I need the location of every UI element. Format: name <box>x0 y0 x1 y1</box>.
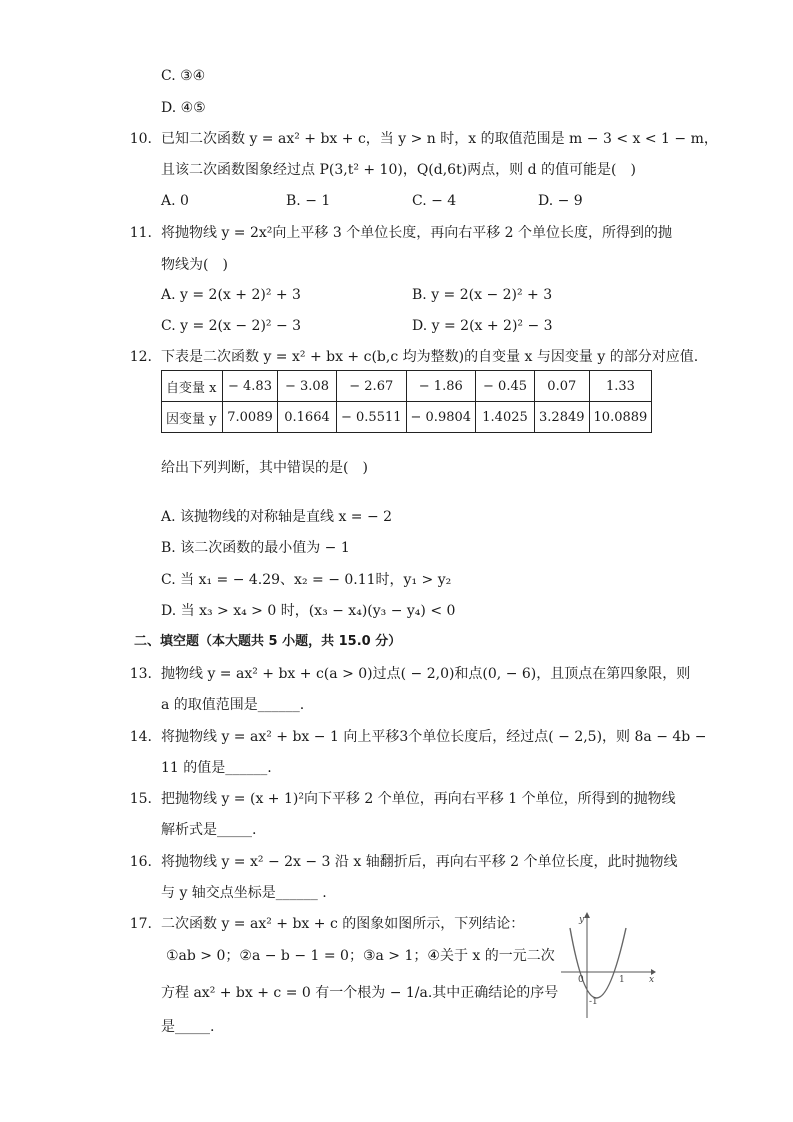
table-cell: − 0.45 <box>476 371 535 402</box>
origin-label: 0 <box>578 975 584 985</box>
table-cell: − 2.67 <box>337 371 407 402</box>
q11-stem-line2: 物线为( ) <box>161 257 228 273</box>
table-cell: − 3.08 <box>278 371 337 402</box>
prev-option-c: C. ③④ <box>161 68 206 84</box>
q13-stem-line2: a 的取值范围是______. <box>161 697 305 713</box>
question-number-15: 15. <box>129 791 152 807</box>
q12-option-b: B. 该二次函数的最小值为 − 1 <box>161 540 350 556</box>
table-cell: − 0.9804 <box>406 402 476 433</box>
q17-stem-line3: 方程 ax² + bx + c = 0 有一个根为 − 1/a.其中正确结论的序号 <box>161 985 559 1001</box>
parabola-curve <box>570 928 626 998</box>
x-axis-label: x <box>649 975 655 985</box>
prev-option-d: D. ④⑤ <box>161 100 206 116</box>
question-number-17: 17. <box>129 916 152 932</box>
q15-stem-line2: 解析式是_____. <box>161 822 257 838</box>
table-row <box>162 371 652 402</box>
table-header-x: 自变量 x <box>162 371 223 402</box>
q16-stem-line1: 将抛物线 y = x² − 2x − 3 沿 x 轴翻折后，再向右平移 2 个单位长度，此时抛物线 <box>161 854 678 870</box>
q11-option-c: C. y = 2(x − 2)² − 3 <box>161 318 302 334</box>
q10-option-b: B. − 1 <box>286 193 331 209</box>
table-cell: − 1.86 <box>406 371 476 402</box>
table-cell: 1.4025 <box>476 402 535 433</box>
q17-stem-line1: 二次函数 y = ax² + bx + c 的图象如图所示，下列结论： <box>161 916 525 932</box>
q14-stem-line1: 将抛物线 y = ax² + bx − 1 向上平移3个单位长度后，经过点( − 2,5)，则 8a − 4b − <box>161 729 707 745</box>
question-number-12: 12. <box>129 349 152 365</box>
q11-option-d: D. y = 2(x + 2)² − 3 <box>412 318 553 334</box>
q10-stem-line1: 已知二次函数 y = ax² + bx + c，当 y > n 时，x 的取值范围是 m − 3 < x < 1 − m， <box>161 131 718 147</box>
table-cell: 0.07 <box>535 371 590 402</box>
question-number-16: 16. <box>129 854 152 870</box>
q12-prompt: 给出下列判断，其中错误的是( ) <box>161 460 368 476</box>
table-cell: − 0.5511 <box>337 402 407 433</box>
table-header-y: 因变量 y <box>162 402 223 433</box>
value-table <box>161 370 652 433</box>
y-axis-arrow-icon <box>584 912 590 918</box>
table-cell: 0.1664 <box>278 402 337 433</box>
q10-option-c: C. − 4 <box>412 193 457 209</box>
table-cell: − 4.83 <box>223 371 278 402</box>
y-tick-label: -1 <box>589 997 598 1007</box>
question-number-14: 14. <box>129 729 152 745</box>
q13-stem-line1: 抛物线 y = ax² + bx + c(a > 0)过点( − 2,0)和点(0, − 6)，且顶点在第四象限，则 <box>161 666 691 682</box>
q15-stem-line1: 把抛物线 y = (x + 1)²向下平移 2 个单位，再向右平移 1 个单位，所得到的抛物线 <box>161 791 676 807</box>
q10-stem-line2: 且该二次函数图象经过点 P(3,t² + 10)，Q(d,6t)两点，则 d 的值可能是( ) <box>161 162 636 178</box>
q12-option-d: D. 当 x₃ > x₄ > 0 时，(x₃ − x₄)(y₃ − y₄) < 0 <box>161 603 456 619</box>
q10-option-d: D. − 9 <box>538 193 583 209</box>
table-cell: 7.0089 <box>223 402 278 433</box>
q16-stem-line2: 与 y 轴交点坐标是______ . <box>161 885 327 901</box>
q17-stem-line4: 是_____. <box>161 1019 215 1035</box>
section-heading: 二、填空题（本大题共 5 小题，共 15.0 分） <box>134 634 402 649</box>
x-tick-label: 1 <box>619 975 625 985</box>
question-number-10: 10. <box>129 131 152 147</box>
table-cell: 3.2849 <box>535 402 590 433</box>
question-number-13: 13. <box>129 666 152 682</box>
q17-stem-line2: ①ab > 0；②a − b − 1 = 0；③a > 1；④关于 x 的一元二次 <box>166 948 555 964</box>
q10-option-a: A. 0 <box>161 193 189 209</box>
q11-option-a: A. y = 2(x + 2)² + 3 <box>161 287 301 303</box>
table-row <box>162 402 652 433</box>
table-cell: 10.0889 <box>589 402 652 433</box>
question-number-11: 11. <box>129 225 152 241</box>
q11-stem-line1: 将抛物线 y = 2x²向上平移 3 个单位长度，再向右平移 2 个单位长度，所得到的抛 <box>161 225 673 241</box>
y-axis-label: y <box>579 915 585 925</box>
q12-stem-line1: 下表是二次函数 y = x² + bx + c(b,c 均为整数)的自变量 x 与因变量 y 的部分对应值. <box>161 349 699 365</box>
table-cell: 1.33 <box>589 371 652 402</box>
q11-option-b: B. y = 2(x − 2)² + 3 <box>412 287 553 303</box>
q12-option-c: C. 当 x₁ = − 4.29、x₂ = − 0.11时，y₁ > y₂ <box>161 572 452 588</box>
parabola-graph <box>557 908 657 1024</box>
q12-option-a: A. 该抛物线的对称轴是直线 x = − 2 <box>161 509 393 525</box>
q14-stem-line2: 11 的值是______. <box>161 760 272 776</box>
